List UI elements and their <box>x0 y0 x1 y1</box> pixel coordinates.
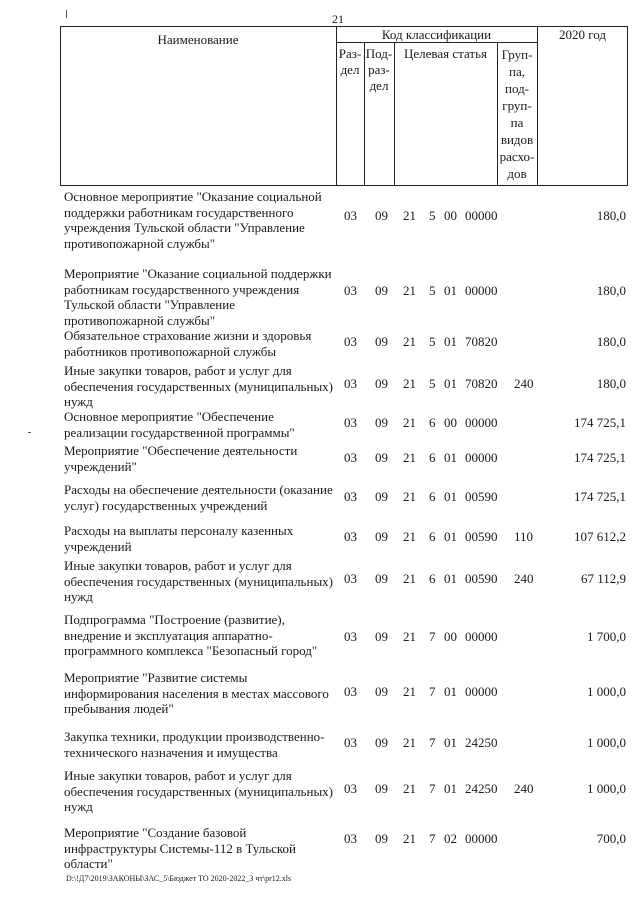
row-name: Расходы на обеспечение деятельности (оказание услуг) государственных учреждений <box>64 482 333 513</box>
code-t1: 21 <box>403 208 416 223</box>
code-t2: 7 <box>429 831 436 846</box>
code-t3: 01 <box>444 781 457 796</box>
row-name: Основное мероприятие "Обеспечение реализации государственной программы" <box>64 409 295 440</box>
code-r: 03 <box>344 571 357 586</box>
code-pr: 09 <box>375 684 388 699</box>
header-podrazdel: Под- раз- дел <box>365 46 393 93</box>
row-name: Мероприятие "Развитие системы информирования населения в местах массового пребывания людей" <box>64 670 329 716</box>
row-amount: 174 725,1 <box>574 450 626 465</box>
code-t3: 00 <box>444 415 457 430</box>
row-codes <box>344 283 626 299</box>
code-t1: 21 <box>403 684 416 699</box>
row-amount: 174 725,1 <box>574 489 626 504</box>
code-r: 03 <box>344 529 357 544</box>
code-t4: 00000 <box>465 415 498 430</box>
code-r: 03 <box>344 208 357 223</box>
code-t4: 00000 <box>465 283 498 298</box>
code-t2: 6 <box>429 571 436 586</box>
row-codes <box>344 831 626 847</box>
code-t3: 01 <box>444 684 457 699</box>
code-t3: 00 <box>444 629 457 644</box>
row-codes <box>344 781 626 797</box>
code-r: 03 <box>344 684 357 699</box>
code-grp: 240 <box>514 376 534 391</box>
code-pr: 09 <box>375 283 388 298</box>
code-pr: 09 <box>375 415 388 430</box>
code-t1: 21 <box>403 781 416 796</box>
code-t1: 21 <box>403 571 416 586</box>
code-grp: 240 <box>514 571 534 586</box>
page-number: 21 <box>332 12 344 26</box>
code-r: 03 <box>344 450 357 465</box>
row-amount: 174 725,1 <box>574 415 626 430</box>
code-r: 03 <box>344 489 357 504</box>
code-t4: 24250 <box>465 735 498 750</box>
code-t2: 6 <box>429 415 436 430</box>
code-t2: 7 <box>429 735 436 750</box>
row-name: Иные закупки товаров, работ и услуг для обеспечения государственных (муниципальных) нужд <box>64 768 334 814</box>
row-name: Мероприятие "Создание базовой инфраструктуры Системы-112 в Тульской области" <box>64 825 297 871</box>
code-t4: 00000 <box>465 684 498 699</box>
code-t3: 01 <box>444 735 457 750</box>
row-codes <box>344 735 626 751</box>
code-t4: 00590 <box>465 489 498 504</box>
code-pr: 09 <box>375 781 388 796</box>
row-amount: 1 000,0 <box>587 735 626 750</box>
file-path-footer: D:\!Д7\2019\ЗАКОНЫ\ЗАС_5\Бюджет ТО 2020-2022_3 чт\pr12.xls <box>66 874 292 883</box>
row-amount: 1 000,0 <box>587 781 626 796</box>
row-amount: 1 000,0 <box>587 684 626 699</box>
row-amount: 180,0 <box>596 283 626 298</box>
row-codes <box>344 334 626 350</box>
code-r: 03 <box>344 629 357 644</box>
code-r: 03 <box>344 283 357 298</box>
row-amount: 180,0 <box>596 334 626 349</box>
code-t1: 21 <box>403 283 416 298</box>
code-t1: 21 <box>403 735 416 750</box>
code-t1: 21 <box>403 629 416 644</box>
code-t1: 21 <box>403 450 416 465</box>
row-name: Закупка техники, продукции производственно-технического назначения и имущества <box>64 729 325 760</box>
row-amount: 180,0 <box>596 376 626 391</box>
header-razdel: Раз- дел <box>338 46 362 77</box>
code-t3: 01 <box>444 376 457 391</box>
code-t1: 21 <box>403 376 416 391</box>
row-amount: 67 112,9 <box>580 571 626 586</box>
row-name: Иные закупки товаров, работ и услуг для обеспечения государственных (муниципальных) нужд <box>64 558 334 604</box>
code-pr: 09 <box>375 376 388 391</box>
code-t1: 21 <box>403 529 416 544</box>
code-r: 03 <box>344 334 357 349</box>
code-t3: 01 <box>444 283 457 298</box>
code-grp: 110 <box>514 529 534 544</box>
row-name: Основное мероприятие "Оказание социальной поддержки работникам государственного учреждения Тульской области "Управление противопожарной службы" <box>64 189 322 251</box>
code-t2: 5 <box>429 376 436 391</box>
row-amount: 1 700,0 <box>587 629 626 644</box>
code-t1: 21 <box>403 334 416 349</box>
code-t2: 5 <box>429 208 436 223</box>
row-codes <box>344 208 626 224</box>
code-t4: 24250 <box>465 781 498 796</box>
code-t3: 01 <box>444 450 457 465</box>
code-t2: 5 <box>429 334 436 349</box>
code-pr: 09 <box>375 334 388 349</box>
code-t4: 00000 <box>465 831 498 846</box>
row-codes <box>344 529 626 545</box>
header-target: Целевая статья <box>403 46 487 61</box>
code-t4: 00590 <box>465 571 498 586</box>
row-name: Обязательное страхование жизни и здоровья работников противопожарной службы <box>64 328 312 359</box>
header-name: Наименование <box>157 32 239 47</box>
code-t3: 01 <box>444 529 457 544</box>
code-t2: 7 <box>429 781 436 796</box>
code-t2: 5 <box>429 283 436 298</box>
row-codes <box>344 376 626 392</box>
code-t4: 70820 <box>465 334 498 349</box>
code-t4: 00590 <box>465 529 498 544</box>
header-year: 2020 год <box>559 27 606 42</box>
code-t1: 21 <box>403 489 416 504</box>
row-codes <box>344 450 626 466</box>
row-name: Иные закупки товаров, работ и услуг для обеспечения государственных (муниципальных) нужд <box>64 363 334 409</box>
row-amount: 180,0 <box>596 208 626 223</box>
code-pr: 09 <box>375 208 388 223</box>
table-header <box>60 26 628 186</box>
code-t4: 00000 <box>465 208 498 223</box>
header-group: Груп- па, под- груп- па видов расхо- дов <box>499 47 535 181</box>
row-name: Мероприятие "Оказание социальной поддержки работникам государственного учреждения Тульской области "Управление противопожарной службы" <box>64 266 332 328</box>
code-t3: 01 <box>444 571 457 586</box>
code-pr: 09 <box>375 450 388 465</box>
code-t4: 00000 <box>465 629 498 644</box>
code-t4: 70820 <box>465 376 498 391</box>
code-r: 03 <box>344 781 357 796</box>
row-codes <box>344 489 626 505</box>
code-t4: 00000 <box>465 450 498 465</box>
row-name: Мероприятие "Обеспечение деятельности учреждений" <box>64 443 298 474</box>
row-name: Расходы на выплаты персоналу казенных учреждений <box>64 523 294 554</box>
scan-mark <box>66 10 67 18</box>
code-t2: 6 <box>429 489 436 504</box>
row-amount: 700,0 <box>596 831 626 846</box>
code-t3: 00 <box>444 208 457 223</box>
code-pr: 09 <box>375 629 388 644</box>
row-codes <box>344 629 626 645</box>
row-name: Подпрограмма "Построение (развитие), внедрение и эксплуатация аппаратно-программного комплекса "Безопасный город" <box>64 612 318 658</box>
row-codes <box>344 571 626 587</box>
code-r: 03 <box>344 735 357 750</box>
row-amount: 107 612,2 <box>574 529 626 544</box>
code-pr: 09 <box>375 831 388 846</box>
code-t3: 01 <box>444 334 457 349</box>
code-t3: 01 <box>444 489 457 504</box>
code-pr: 09 <box>375 529 388 544</box>
code-pr: 09 <box>375 735 388 750</box>
code-pr: 09 <box>375 571 388 586</box>
row-codes <box>344 415 626 431</box>
code-t2: 7 <box>429 684 436 699</box>
row-codes <box>344 684 626 700</box>
code-t2: 6 <box>429 529 436 544</box>
code-r: 03 <box>344 376 357 391</box>
code-t2: 6 <box>429 450 436 465</box>
code-grp: 240 <box>514 781 534 796</box>
code-pr: 09 <box>375 489 388 504</box>
code-r: 03 <box>344 415 357 430</box>
code-r: 03 <box>344 831 357 846</box>
code-t1: 21 <box>403 831 416 846</box>
code-t3: 02 <box>444 831 457 846</box>
scan-mark <box>28 432 31 433</box>
code-t1: 21 <box>403 415 416 430</box>
header-code-group: Код классификации <box>381 27 492 42</box>
code-t2: 7 <box>429 629 436 644</box>
